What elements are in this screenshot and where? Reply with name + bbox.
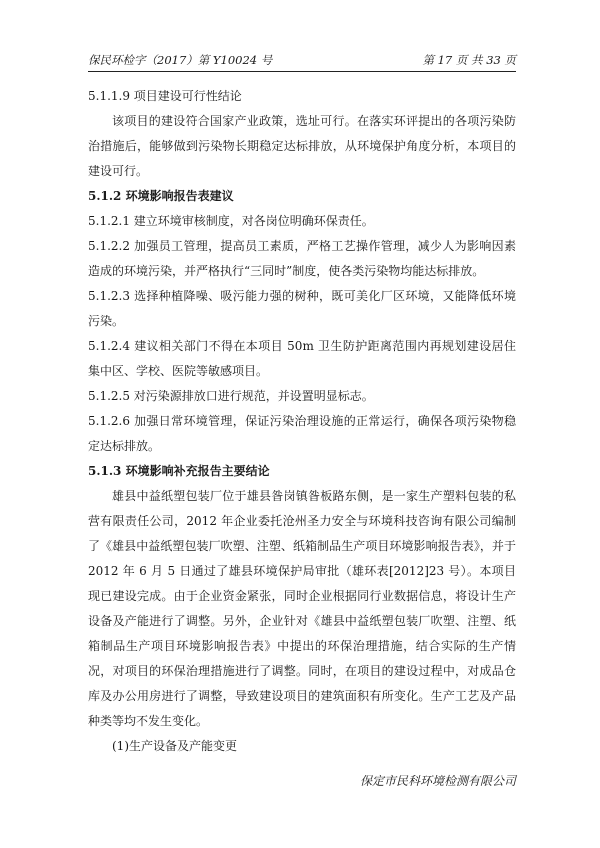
list-item: 5.1.2.6 加强日常环境管理，保证污染治理设施的正常运行，确保各项污染物稳定达标排放。 — [88, 414, 516, 453]
list-item: 5.1.2.1 建立环境审核制度，对各岗位明确环保责任。 — [88, 214, 374, 228]
company-name: 保定市民科环境检测有限公司 — [359, 774, 516, 788]
subsection-heading: (1)生产设备及产能变更 — [112, 739, 237, 753]
document-body — [88, 84, 516, 759]
page-info: 第 17 页 共 33 页 — [422, 53, 516, 67]
list-item: 5.1.2.5 对污染源排放口进行规范，并设置明显标志。 — [88, 389, 374, 403]
section-heading: 5.1.1.9 项目建设可行性结论 — [88, 89, 242, 103]
list-item: 5.1.2.4 建议相关部门不得在本项目 50m 卫生防护距离范围内再规划建设居住集中区、学校、医院等敏感项目。 — [88, 339, 516, 378]
page-header — [88, 46, 516, 72]
paragraph: 该项目的建设符合国家产业政策，选址可行。在落实环评提出的各项污染防治措施后，能够做到污染物长期稳定达标排放，从环境保护角度分析，本项目的建设可行。 — [88, 114, 516, 178]
doc-number: 保民环检字（2017）第 Y10024 号 — [88, 53, 273, 67]
page-footer — [360, 772, 516, 789]
list-item: 5.1.2.3 选择种植降噪、吸污能力强的树种，既可美化厂区环境，又能降低环境污染。 — [88, 289, 516, 328]
list-item: 5.1.2.2 加强员工管理，提高员工素质，严格工艺操作管理，减少人为影响因素造成的环境污染，并严格执行“三同时”制度，使各类污染物均能达标排放。 — [88, 239, 516, 278]
paragraph: 雄县中益纸塑包装厂位于雄县昝岗镇昝板路东侧，是一家生产塑料包装的私营有限责任公司，2012 年企业委托沧州圣力安全与环境科技咨询有限公司编制了《雄县中益纸塑包装厂吹塑、注塑、纸箱制品生产项目环境影响报告表》，并于 2012 年 6 月 5 日通过了雄县环境保护局审批（雄环表[2012]23 号）。本项目现已建设完成。由于企业资金紧张，同时企业根据同行业数据信息，将设计生产设备及产能进行了调整。另外，企业针对《雄县中益纸塑包装厂吹塑、注塑、纸箱制品生产项目环境影响报告表》中提出的环保治理措施，结合实际的生产情况，对项目的环保治理措施进行了调整。同时，在项目的建设过程中，对成品仓库及办公用房进行了调整，导致建设项目的建筑面积有所变化。生产工艺及产品种类等均不发生变化。 — [88, 489, 516, 728]
section-heading: 5.1.3 环境影响补充报告主要结论 — [88, 464, 270, 478]
section-heading: 5.1.2 环境影响报告表建议 — [88, 189, 234, 203]
